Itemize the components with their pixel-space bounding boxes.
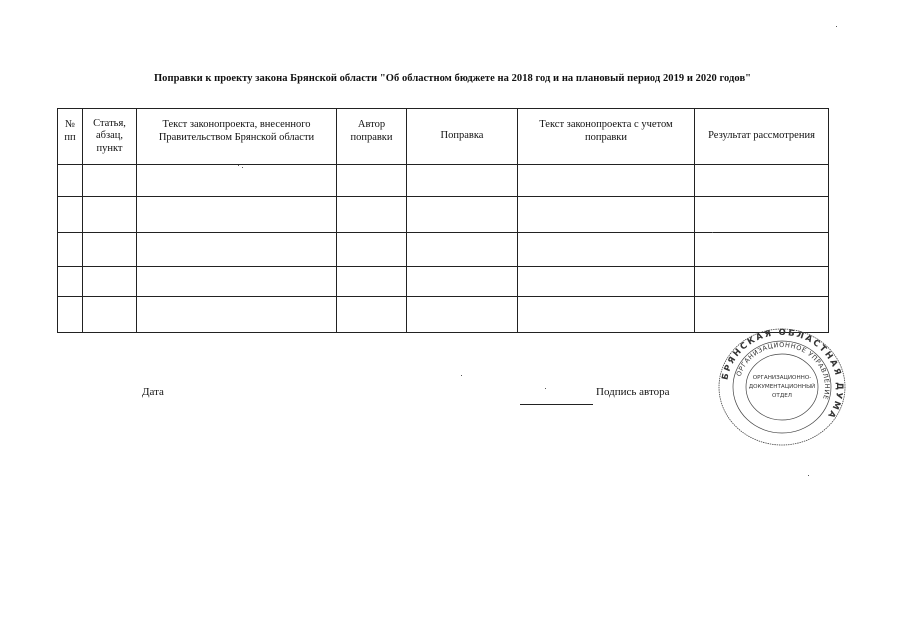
header-article: Статья, абзац, пункт: [83, 109, 137, 165]
signature-label: Подпись автора: [596, 386, 670, 398]
table-cell: [137, 165, 337, 197]
table-cell: [137, 267, 337, 297]
table-cell: [58, 165, 83, 197]
signature-line: [520, 404, 593, 405]
scan-speck: [545, 388, 546, 389]
table-cell: [407, 297, 518, 333]
table-cell: [83, 197, 137, 233]
header-amendment: Поправка: [407, 109, 518, 165]
table-cell: [137, 297, 337, 333]
table-cell: [407, 267, 518, 297]
table-cell: [337, 165, 407, 197]
header-result: Результат рассмотрения: [695, 109, 829, 165]
table-cell: [518, 197, 695, 233]
table-row: [58, 197, 829, 233]
table-cell: [407, 197, 518, 233]
table-cell: [83, 233, 137, 267]
table-row: [58, 267, 829, 297]
table-cell: [137, 233, 337, 267]
document-title: Поправки к проекту закона Брянской области "Об областном бюджете на 2018 год и на плановый период 2019 и 2020 годов": [153, 73, 752, 84]
scan-speck: [836, 26, 837, 27]
table-cell: [58, 297, 83, 333]
table-cell: [695, 165, 829, 197]
header-original-text: Текст законопроекта, внесенного Правительством Брянской области: [137, 109, 337, 165]
date-label: Дата: [142, 386, 164, 398]
stamp-outer-text: БРЯНСКАЯ ОБЛАСТНАЯ ДУМА: [720, 327, 845, 422]
table-cell: [407, 233, 518, 267]
table-cell: [58, 267, 83, 297]
table-cell: [695, 197, 829, 233]
table-cell: [137, 197, 337, 233]
table-cell: [407, 165, 518, 197]
header-amended-text: Текст законопроекта с учетом поправки: [518, 109, 695, 165]
table-cell: [337, 297, 407, 333]
table-cell: [337, 197, 407, 233]
table-cell: [695, 233, 829, 267]
scan-speck: [808, 475, 809, 476]
amendments-table: [57, 108, 829, 333]
table-cell: [337, 233, 407, 267]
stamp-inner-text: ОРГАНИЗАЦИОННОЕ УПРАВЛЕНИЕ: [734, 340, 832, 401]
scan-speck: [238, 165, 239, 166]
stamp-center-line-3: ОТДЕЛ: [772, 393, 792, 399]
stamp-center-line-1: ОРГАНИЗАЦИОННО-: [752, 375, 812, 381]
table-row: [58, 297, 829, 333]
table-row: [58, 165, 829, 197]
table-cell: [83, 165, 137, 197]
table-cell: [518, 165, 695, 197]
table-cell: [518, 233, 695, 267]
scan-speck: [461, 375, 462, 376]
stamp-center-line-2: ДОКУМЕНТАЦИОННЫЙ: [748, 384, 816, 390]
table-cell: [83, 267, 137, 297]
table-cell: [337, 267, 407, 297]
table-header-row: [58, 109, 829, 165]
scan-speck: [712, 232, 713, 233]
table-cell: [58, 197, 83, 233]
official-stamp: [717, 327, 847, 447]
table-cell: [58, 233, 83, 267]
table-row: [58, 233, 829, 267]
table-cell: [83, 297, 137, 333]
header-number: № пп: [58, 109, 83, 165]
table-cell: [518, 267, 695, 297]
table-cell: [695, 267, 829, 297]
header-author: Автор поправки: [337, 109, 407, 165]
table-cell: [518, 297, 695, 333]
scan-speck: [242, 167, 243, 168]
